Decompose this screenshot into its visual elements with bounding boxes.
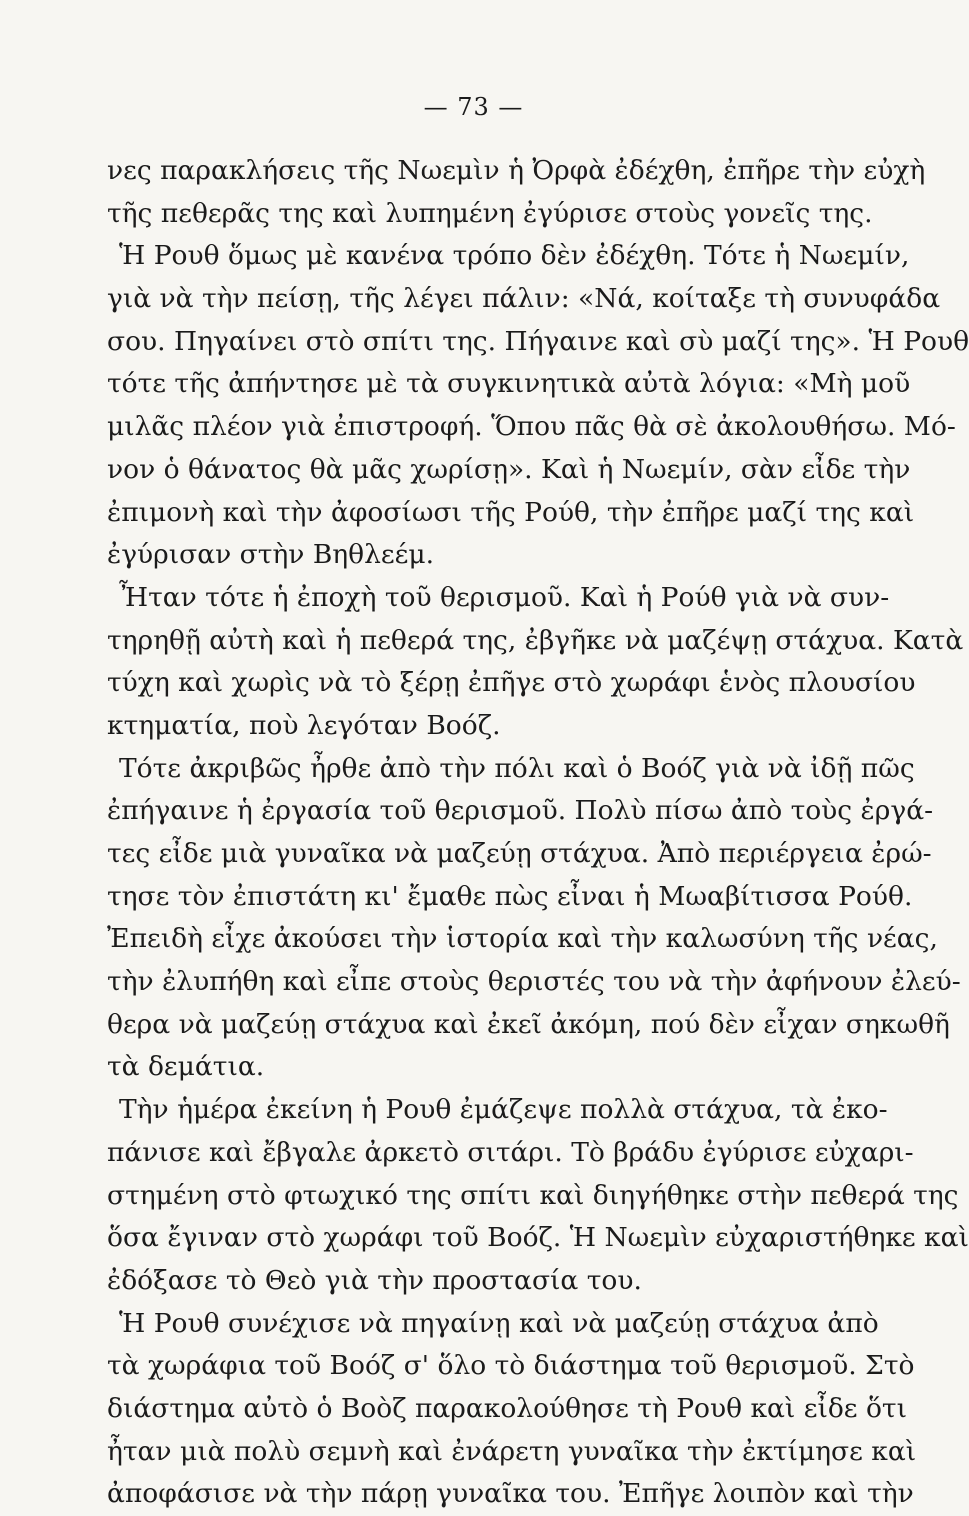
text-line: σου. Πηγαίνει στὸ σπίτι της. Πήγαινε καὶ σὺ μαζί της». Ἡ Ρουθ [107, 325, 969, 357]
text-line: τησε τὸν ἐπιστάτη κι' ἔμαθε πὼς εἶναι ἡ Μωαβίτισσα Ρούθ. [107, 880, 913, 912]
text-line: ἐγύρισαν στὴν Βηθλεέμ. [107, 539, 435, 571]
text-line: πάνισε καὶ ἔβγαλε ἀρκετὸ σιτάρι. Τὸ βράδυ ἐγύρισε εὐχαρι- [107, 1136, 914, 1168]
text-line: τες εἶδε μιὰ γυναῖκα νὰ μαζεύῃ στάχυα. Ἀπὸ περιέργεια ἐρώ- [107, 838, 932, 869]
text-line: ἦταν μιὰ πολὺ σεμνὴ καὶ ἐνάρετη γυναῖκα τὴν ἐκτίμησε καὶ [107, 1435, 917, 1467]
text-line: τὰ χωράφια τοῦ Βοόζ σ' ὅλο τὸ διάστημα τοῦ θερισμοῦ. Στὸ [107, 1350, 915, 1382]
text-line: τὰ δεμάτια. [107, 1051, 265, 1083]
text-line: ἐπήγαινε ἡ ἐργασία τοῦ θερισμοῦ. Πολὺ πίσω ἀπὸ τοὺς ἐργά- [107, 795, 934, 827]
text-line: Τότε ἀκριβῶς ἦρθε ἀπὸ τὴν πόλι καὶ ὁ Βοόζ γιὰ νὰ ἰδῇ πῶς [119, 752, 915, 784]
text-line: ἐπιμονὴ καὶ τὴν ἀφοσίωσι τῆς Ρούθ, τὴν ἐπῆρε μαζί της καὶ [107, 496, 915, 528]
page-number: — 73 — [423, 93, 524, 121]
text-line: μιλᾶς πλέον γιὰ ἐπιστροφή. Ὅπου πᾶς θὰ σὲ ἀκολουθήσω. Μό- [107, 411, 956, 443]
text-line: νες παρακλήσεις τῆς Νωεμὶν ἡ Ὀρφὰ ἐδέχθη, ἐπῆρε τὴν εὐχὴ [107, 155, 926, 186]
text-line: διάστημα αὐτὸ ὁ Βοὸζ παρακολούθησε τὴ Ρουθ καὶ εἶδε ὅτι [107, 1392, 907, 1424]
text-line: τύχη καὶ χωρὶς νὰ τὸ ξέρῃ ἐπῆγε στὸ χωράφι ἑνὸς πλουσίου [107, 667, 916, 699]
text-line: Ἡ Ρουθ ὅμως μὲ κανένα τρόπο δὲν ἐδέχθη. Τότε ἡ Νωεμίν, [119, 240, 910, 272]
text-line: Ἡ Ρουθ συνέχισε νὰ πηγαίνῃ καὶ νὰ μαζεύῃ στάχυα ἀπὸ [119, 1307, 879, 1339]
text-line: νον ὁ θάνατος θὰ μᾶς χωρίσῃ». Καὶ ἡ Νωεμίν, σὰν εἶδε τὴν [107, 453, 911, 485]
text-line: Ἐπειδὴ εἶχε ἀκούσει τὴν ἱστορία καὶ τὴν καλωσύνη τῆς νέας, [107, 923, 938, 955]
text-line: κτηματία, ποὺ λεγόταν Βοόζ. [107, 709, 501, 741]
text-line: Ἦταν τότε ἡ ἐποχὴ τοῦ θερισμοῦ. Καὶ ἡ Ρούθ γιὰ νὰ συν- [119, 581, 890, 613]
text-line: τότε τῆς ἀπήντησε μὲ τὰ συγκινητικὰ αὐτὰ λόγια: «Μὴ μοῦ [107, 368, 911, 400]
text-line: τῆς πεθερᾶς της καὶ λυπημένη ἐγύρισε στοὺς γονεῖς της. [107, 197, 873, 229]
text-line: Τὴν ἡμέρα ἐκείνη ἡ Ρουθ ἐμάζεψε πολλὰ στάχυα, τὰ ἐκο- [119, 1094, 888, 1126]
text-line: τηρηθῇ αὐτὴ καὶ ἡ πεθερά της, ἐβγῆκε νὰ μαζέψῃ στάχυα. Κατὰ [107, 624, 964, 656]
text-line: τὴν ἐλυπήθη καὶ εἶπε στοὺς θεριστές του νὰ τὴν ἀφήνουν ἐλεύ- [107, 966, 961, 998]
text-line: ἀποφάσισε νὰ τὴν πάρῃ γυναῖκα του. Ἐπῆγε λοιπὸν καὶ τὴν [107, 1478, 914, 1510]
body-text [107, 150, 969, 1516]
text-line: θερα νὰ μαζεύῃ στάχυα καὶ ἐκεῖ ἀκόμη, πού δὲν εἶχαν σηκωθῆ [107, 1008, 950, 1040]
text-line: γιὰ νὰ τὴν πείσῃ, τῆς λέγει πάλιν: «Νά, κοίταξε τὴ συνυφάδα [107, 283, 941, 315]
text-line: ὅσα ἔγιναν στὸ χωράφι τοῦ Βοόζ. Ἡ Νωεμὶν εὐχαριστήθηκε καὶ [107, 1222, 969, 1254]
text-line: στημένη στὸ φτωχικό της σπίτι καὶ διηγήθηκε στὴν πεθερά της [107, 1179, 959, 1211]
text-line: ἐδόξασε τὸ Θεὸ γιὰ τὴν προστασία του. [107, 1264, 642, 1296]
